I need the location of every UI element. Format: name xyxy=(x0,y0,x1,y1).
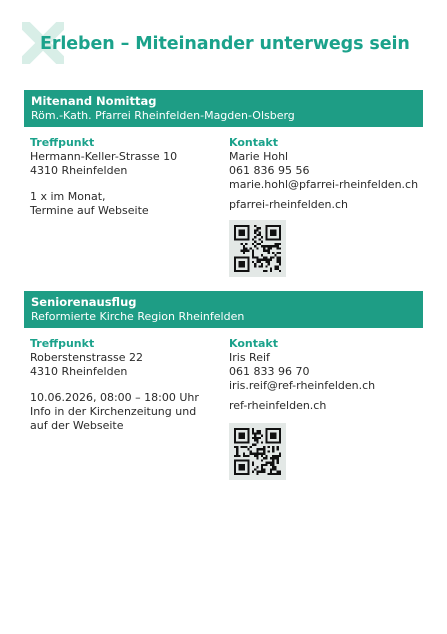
contact-email[interactable]: marie.hohl@pfarrei-rheinfelden.ch xyxy=(229,178,419,191)
meeting-info-line: 10.06.2026, 08:00 – 18:00 Uhr xyxy=(30,391,199,404)
contact-phone[interactable]: 061 833 96 70 xyxy=(229,365,310,378)
meeting-street: Roberstenstrasse 22 xyxy=(30,351,143,364)
meeting-info-line: auf der Webseite xyxy=(30,419,124,432)
contact-block xyxy=(229,136,418,212)
meeting-city: 4310 Rheinfelden xyxy=(30,365,128,378)
event-header xyxy=(24,291,423,328)
contact-title: Kontakt xyxy=(229,136,278,149)
qr-code-icon[interactable] xyxy=(229,423,286,480)
meeting-info-line: 1 x im Monat, xyxy=(30,190,106,203)
meeting-info-line: Termine auf Webseite xyxy=(30,204,149,217)
meeting-point-block xyxy=(30,136,177,218)
event-organizer: Reformierte Kirche Region Rheinfelden xyxy=(31,310,245,323)
event-name: Mitenand Nomittag xyxy=(31,94,157,108)
qr-code-icon[interactable] xyxy=(229,220,286,277)
event-card-2 xyxy=(24,291,423,432)
contact-website-link[interactable]: ref-rheinfelden.ch xyxy=(229,399,327,412)
meeting-point-title: Treffpunkt xyxy=(30,136,95,149)
page-title: Erleben – Miteinander unterwegs sein xyxy=(40,34,410,54)
contact-name: Marie Hohl xyxy=(229,150,289,163)
event-card-1 xyxy=(24,90,423,217)
contact-block xyxy=(229,337,375,413)
meeting-city: 4310 Rheinfelden xyxy=(30,164,128,177)
event-name: Seniorenausflug xyxy=(31,295,137,309)
meeting-info-line: Info in der Kirchenzeitung und xyxy=(30,405,197,418)
event-header xyxy=(24,90,423,127)
meeting-street: Hermann-Keller-Strasse 10 xyxy=(30,150,178,163)
contact-name: Iris Reif xyxy=(229,351,270,364)
event-organizer: Röm.-Kath. Pfarrei Rheinfelden-Magden-Olsberg xyxy=(31,109,295,122)
meeting-point-title: Treffpunkt xyxy=(30,337,95,350)
contact-title: Kontakt xyxy=(229,337,278,350)
meeting-point-block xyxy=(30,337,199,433)
contact-email[interactable]: iris.reif@ref-rheinfelden.ch xyxy=(229,379,376,392)
contact-phone[interactable]: 061 836 95 56 xyxy=(229,164,310,177)
contact-website-link[interactable]: pfarrei-rheinfelden.ch xyxy=(229,198,349,211)
